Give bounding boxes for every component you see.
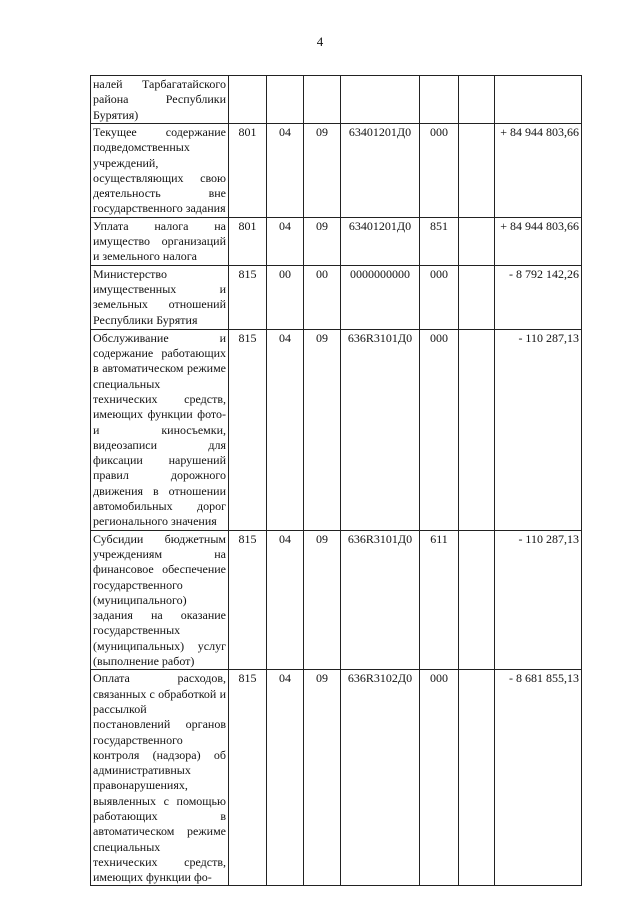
target-code: 636R3101Д0 xyxy=(341,530,420,670)
row-name: налей Тарбагатайского района Республики Бурятия) xyxy=(91,76,229,124)
row-name: Субсидии бюджетным учреждениям на финансовое обеспечение государственного (муниципального) задания на оказание государственных (муниципальных) услуг (выполнение работ) xyxy=(91,530,229,670)
ministry-code: 815 xyxy=(229,530,267,670)
ministry-code: 815 xyxy=(229,670,267,886)
blank-cell xyxy=(459,530,495,670)
table-row xyxy=(91,329,582,530)
ministry-code: 815 xyxy=(229,329,267,530)
table-row xyxy=(91,265,582,329)
budget-table xyxy=(90,75,582,886)
blank-cell xyxy=(459,76,495,124)
table-row xyxy=(91,670,582,886)
amount: - 8 792 142,26 xyxy=(495,265,582,329)
ministry-code: 801 xyxy=(229,217,267,265)
target-code: 636R3101Д0 xyxy=(341,329,420,530)
table-row xyxy=(91,217,582,265)
section-code: 04 xyxy=(267,530,304,670)
amount: - 8 681 855,13 xyxy=(495,670,582,886)
row-name: Уплата налога на имущество организаций и земельного налога xyxy=(91,217,229,265)
amount: - 110 287,13 xyxy=(495,329,582,530)
row-name: Обслуживание и содержание работающих в автоматическом режиме специальных технических средств, имеющих функции фото- и киносъемки, видеозаписи для фиксации нарушений правил дорожного движения в отношении автомобильных дорог регионального значения xyxy=(91,329,229,530)
blank-cell xyxy=(459,217,495,265)
subsection-code: 09 xyxy=(304,530,341,670)
row-name: Оплата расходов, связанных с обработкой и рассылкой постановлений органов государственного контроля (надзора) об административных правонарушениях, выявленных с помощью работающих в автоматическом режиме специальных технических средств, имеющих функции фо- xyxy=(91,670,229,886)
row-name: Министерство имущественных и земельных отношений Республики Бурятия xyxy=(91,265,229,329)
blank-cell xyxy=(459,265,495,329)
ministry-code: 801 xyxy=(229,124,267,218)
subsection-code: 00 xyxy=(304,265,341,329)
section-code: 04 xyxy=(267,670,304,886)
expense-type-code: 611 xyxy=(420,530,459,670)
blank-cell xyxy=(459,124,495,218)
ministry-code: 815 xyxy=(229,265,267,329)
table-row xyxy=(91,76,582,124)
section-code: 04 xyxy=(267,124,304,218)
subsection-code xyxy=(304,76,341,124)
target-code xyxy=(341,76,420,124)
ministry-code xyxy=(229,76,267,124)
expense-type-code: 000 xyxy=(420,670,459,886)
target-code: 636R3102Д0 xyxy=(341,670,420,886)
expense-type-code: 000 xyxy=(420,124,459,218)
blank-cell xyxy=(459,670,495,886)
table-row xyxy=(91,530,582,670)
amount: + 84 944 803,66 xyxy=(495,124,582,218)
amount xyxy=(495,76,582,124)
section-code: 00 xyxy=(267,265,304,329)
page-number: 4 xyxy=(316,34,324,49)
section-code: 04 xyxy=(267,329,304,530)
blank-cell xyxy=(459,329,495,530)
expense-type-code xyxy=(420,76,459,124)
target-code: 0000000000 xyxy=(341,265,420,329)
section-code: 04 xyxy=(267,217,304,265)
target-code: 63401201Д0 xyxy=(341,217,420,265)
subsection-code: 09 xyxy=(304,124,341,218)
subsection-code: 09 xyxy=(304,329,341,530)
subsection-code: 09 xyxy=(304,217,341,265)
row-name: Текущее содержание подведомственных учреждений, осуществляющих свою деятельность вне государственного задания xyxy=(91,124,229,218)
expense-type-code: 000 xyxy=(420,329,459,530)
expense-type-code: 000 xyxy=(420,265,459,329)
target-code: 63401201Д0 xyxy=(341,124,420,218)
section-code xyxy=(267,76,304,124)
subsection-code: 09 xyxy=(304,670,341,886)
amount: - 110 287,13 xyxy=(495,530,582,670)
amount: + 84 944 803,66 xyxy=(495,217,582,265)
expense-type-code: 851 xyxy=(420,217,459,265)
table-row xyxy=(91,124,582,218)
